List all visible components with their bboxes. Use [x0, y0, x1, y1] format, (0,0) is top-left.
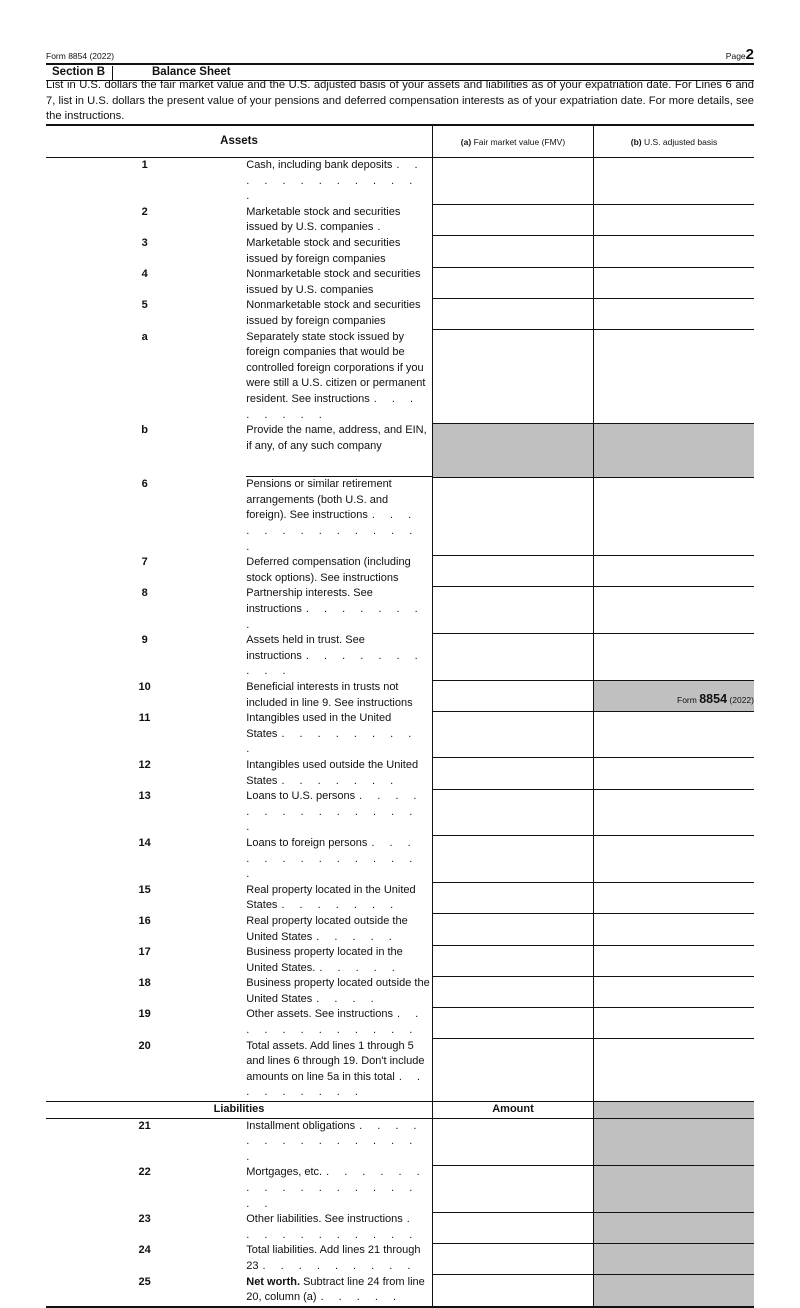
basis-field[interactable]	[594, 945, 755, 976]
column-b-label: U.S. adjusted basis	[644, 136, 718, 147]
dot-leader: . . . .	[316, 992, 380, 1005]
dot-leader: . . . . . . . . . . .	[246, 1213, 419, 1241]
fmv-field[interactable]	[433, 586, 594, 633]
basis-field	[594, 1165, 755, 1212]
fmv-field[interactable]	[433, 836, 594, 883]
table-row	[46, 1212, 754, 1243]
footer-year: (2022)	[729, 695, 754, 705]
page-header	[46, 47, 754, 63]
fmv-field[interactable]	[433, 914, 594, 945]
line-text: Pensions or similar retirement arrangements (both U.S. and foreign). See instructions	[246, 478, 392, 522]
basis-field	[594, 1118, 755, 1165]
table-row	[46, 883, 754, 914]
fmv-field[interactable]	[433, 976, 594, 1007]
line-number: 9	[141, 634, 148, 647]
fmv-field[interactable]	[433, 298, 594, 329]
dot-leader: . . . . .	[316, 930, 398, 943]
dot-leader: . . . . . . . . . . . . . . . . . .	[246, 1166, 426, 1210]
dot-leader: . . . . . . . . . . . . . . .	[246, 1119, 423, 1163]
dot-leader: . . . . . . . . .	[246, 1070, 427, 1099]
line-description	[239, 298, 432, 329]
amount-header: Amount	[433, 1102, 594, 1119]
dot-leader: . . . . . . . .	[246, 603, 424, 631]
line-text: Installment obligations	[246, 1119, 356, 1132]
line-number: 14	[138, 836, 151, 849]
basis-field[interactable]	[594, 555, 755, 586]
line-text: Other assets. See instructions	[246, 1008, 393, 1021]
fmv-field[interactable]	[433, 1007, 594, 1038]
intro-text: List in U.S. dollars the fair market value and the U.S. adjusted basis of your assets and liabilities as of your expatriation date. For Lines 6 and 7, list in U.S. dollars the present value of your pensions and deferred compensation interests as of your expatriation date. For more details, see the instructions.	[46, 79, 754, 122]
table-row	[46, 1118, 754, 1165]
fmv-field[interactable]	[433, 758, 594, 789]
line-text: Marketable stock and securities issued by foreign companies	[246, 236, 401, 265]
line-text: Beneficial interests in trusts not included in line 9. See instructions	[246, 681, 413, 709]
table-row	[46, 423, 754, 477]
line-text: Real property located in the United States	[246, 883, 416, 912]
basis-field[interactable]	[594, 976, 755, 1007]
line-description	[239, 158, 432, 205]
amount-field[interactable]	[433, 1275, 594, 1307]
basis-field[interactable]	[594, 1039, 755, 1102]
line-text: Cash, including bank deposits	[246, 159, 393, 171]
basis-field[interactable]	[594, 267, 755, 298]
line-text: Loans to foreign persons	[246, 836, 368, 849]
line-description	[239, 586, 432, 633]
line-description	[239, 680, 432, 711]
line-description	[239, 423, 432, 477]
line-number: 13	[138, 790, 151, 803]
basis-field[interactable]	[594, 883, 755, 914]
dot-leader: . . . . . . . . . . . .	[246, 1008, 425, 1037]
dot-leader: . . . . . . . . . . . . .	[246, 159, 424, 203]
assets-header: Assets	[46, 125, 433, 158]
table-row	[46, 945, 754, 976]
table-row	[46, 236, 754, 267]
amount-field[interactable]	[433, 1243, 594, 1274]
line-text: Deferred compensation (including stock options). See instructions	[246, 556, 411, 584]
line-number: 12	[138, 758, 151, 771]
line-description	[239, 1118, 432, 1165]
line-number: 22	[138, 1166, 151, 1179]
line-description	[239, 1212, 432, 1243]
balance-sheet-table	[46, 124, 754, 1308]
line-number: a	[141, 330, 148, 343]
fmv-field[interactable]	[433, 477, 594, 555]
line-description	[239, 205, 432, 236]
line-number: 17	[138, 946, 151, 959]
table-row	[46, 680, 754, 711]
fmv-field[interactable]	[433, 205, 594, 236]
line-number: 3	[141, 236, 148, 249]
basis-field[interactable]	[594, 477, 755, 555]
line-text: Intangibles used in the United States	[246, 712, 392, 740]
form-footer	[677, 692, 754, 706]
table-row	[46, 758, 754, 789]
basis-field	[594, 1243, 755, 1274]
table-row	[46, 914, 754, 945]
basis-field[interactable]	[594, 330, 755, 424]
line-bold-label: Net worth.	[246, 1275, 301, 1288]
fmv-field[interactable]	[433, 680, 594, 711]
page-number	[726, 46, 754, 63]
company-info-line[interactable]	[246, 454, 432, 477]
table-row	[46, 711, 754, 758]
line-description	[239, 836, 432, 883]
line-number: 18	[138, 977, 151, 990]
table-row	[46, 477, 754, 555]
column-a-label: Fair market value (FMV)	[473, 136, 566, 147]
line-number: 8	[141, 587, 148, 600]
line-text: Nonmarketable stock and securities issued by U.S. companies	[246, 268, 421, 296]
line-description	[239, 945, 432, 976]
basis-field[interactable]	[594, 633, 755, 680]
dot-leader: . . . . .	[320, 1291, 403, 1304]
line-description	[239, 1275, 432, 1307]
column-a-header	[433, 125, 594, 158]
line-number: b	[141, 424, 148, 437]
line-text: Business property located outside the United States	[246, 977, 430, 1005]
dot-leader: . . . . . . . . . . . . . .	[246, 836, 419, 881]
shaded-cell	[594, 1102, 755, 1119]
dot-leader: . . . . . . . . . .	[246, 649, 424, 678]
amount-field[interactable]	[433, 1165, 594, 1212]
table-row	[46, 633, 754, 680]
line-text: Assets held in trust. See instructions	[246, 634, 365, 662]
fmv-field[interactable]	[433, 267, 594, 298]
fmv-field[interactable]	[433, 883, 594, 914]
line-text: Provide the name, address, and EIN, if any, of any such company	[246, 424, 427, 452]
basis-field	[594, 423, 755, 477]
basis-field[interactable]	[594, 836, 755, 883]
table-row	[46, 1275, 754, 1307]
footer-form-number: 8854	[699, 692, 728, 706]
dot-leader: . . . . . . . . . . . . . .	[246, 509, 419, 553]
liabilities-header-row	[46, 1102, 754, 1119]
line-number: 4	[141, 268, 148, 281]
fmv-field[interactable]	[433, 945, 594, 976]
line-number: 25	[138, 1275, 151, 1288]
line-description	[239, 789, 432, 836]
line-description	[239, 1007, 432, 1038]
basis-field	[594, 1275, 755, 1307]
footer-prefix: Form	[677, 695, 697, 705]
table-row	[46, 1039, 754, 1102]
dot-leader: . . . . .	[319, 961, 401, 974]
page-label: Page	[725, 51, 746, 61]
line-text: Total liabilities. Add lines 21 through 23	[246, 1244, 421, 1272]
dot-leader: . . . . . . . . . . . . . . .	[246, 790, 423, 834]
line-number: 2	[141, 205, 148, 218]
line-number: 15	[138, 883, 151, 896]
line-text: Intangibles used outside the United States	[246, 758, 419, 787]
amount-field[interactable]	[433, 1212, 594, 1243]
basis-field[interactable]	[594, 1007, 755, 1038]
line-number: 6	[141, 478, 148, 491]
table-row	[46, 1165, 754, 1212]
table-row	[46, 1243, 754, 1274]
table-row	[46, 158, 754, 205]
line-text: Nonmarketable stock and securities issued by foreign companies	[246, 299, 421, 327]
line-number: 24	[138, 1244, 151, 1257]
line-number: 1	[141, 159, 148, 171]
page-number-value: 2	[745, 46, 754, 63]
line-text: Separately state stock issued by foreign companies that would be controlled foreign corporations if you were still a U.S. citizen or permanent resident. See instructions	[246, 330, 426, 405]
dot-leader: . . . . . . .	[281, 774, 400, 787]
fmv-field[interactable]	[433, 711, 594, 758]
table-row	[46, 205, 754, 236]
basis-field[interactable]	[594, 236, 755, 267]
line-text: Total assets. Add lines 1 through 5 and lines 6 through 19. Don't include amounts on line 5a in this total	[246, 1039, 425, 1083]
line-text: Loans to U.S. persons	[246, 790, 356, 803]
fmv-field[interactable]	[433, 236, 594, 267]
column-a-prefix: (a)	[460, 136, 472, 147]
table-row	[46, 298, 754, 329]
line-number: 7	[141, 556, 148, 569]
column-b-prefix: (b)	[630, 136, 642, 147]
line-text: Partnership interests. See instructions	[246, 587, 373, 616]
line-number: 23	[138, 1213, 151, 1226]
dot-leader: . . . . . . .	[281, 899, 400, 912]
basis-field[interactable]	[594, 789, 755, 836]
line-description	[239, 883, 432, 914]
table-row	[46, 976, 754, 1007]
basis-field[interactable]	[594, 758, 755, 789]
liabilities-header: Liabilities	[46, 1102, 433, 1119]
line-description	[239, 267, 432, 298]
basis-field[interactable]	[594, 586, 755, 633]
fmv-field[interactable]	[433, 330, 594, 424]
line-description	[239, 1039, 432, 1102]
section-title: Balance Sheet	[152, 66, 231, 78]
line-description	[239, 976, 432, 1007]
dot-leader: .	[377, 221, 387, 234]
table-row	[46, 586, 754, 633]
fmv-field[interactable]	[433, 633, 594, 680]
table-row	[46, 836, 754, 883]
line-description	[239, 330, 432, 424]
line-description	[239, 633, 432, 680]
fmv-field[interactable]	[433, 555, 594, 586]
line-number: 20	[138, 1039, 151, 1052]
line-text: Real property located outside the United States	[246, 914, 408, 943]
line-number: 11	[138, 712, 151, 725]
table-row	[46, 1007, 754, 1038]
dot-leader: . . . . . . . . .	[262, 1259, 417, 1272]
line-number: 5	[141, 299, 148, 312]
fmv-field[interactable]	[433, 1039, 594, 1102]
table-row	[46, 789, 754, 836]
line-text: Mortgages, etc.	[246, 1166, 323, 1179]
line-description	[239, 477, 432, 555]
line-text: Other liabilities. See instructions	[246, 1213, 403, 1226]
line-description	[239, 236, 432, 267]
amount-field[interactable]	[433, 1118, 594, 1165]
line-description	[239, 555, 432, 586]
dot-leader: . . . . . . . . .	[246, 727, 418, 756]
fmv-field[interactable]	[433, 158, 594, 205]
form-label: Form 8854 (2022)	[46, 51, 115, 61]
table-row	[46, 330, 754, 424]
basis-field[interactable]	[594, 711, 755, 758]
section-label: Section B	[52, 66, 113, 80]
table-row	[46, 555, 754, 586]
line-number: 21	[138, 1119, 151, 1132]
line-text: Marketable stock and securities issued by U.S. companies	[246, 205, 401, 234]
fmv-field[interactable]	[433, 789, 594, 836]
line-number: 16	[138, 914, 151, 927]
line-number: 19	[138, 1008, 151, 1021]
assets-header-row	[46, 125, 754, 158]
basis-field[interactable]	[594, 914, 755, 945]
line-description	[239, 1165, 432, 1212]
basis-field[interactable]	[594, 158, 755, 205]
line-text: Subtract line 24 from line 20, column (a)	[246, 1275, 425, 1304]
line-number: 10	[138, 681, 151, 693]
fmv-field	[433, 423, 594, 477]
dot-leader: . . . . . . . .	[246, 392, 420, 421]
line-description	[239, 1243, 432, 1274]
line-text: Business property located in the United States.	[246, 946, 403, 974]
basis-field[interactable]	[594, 205, 755, 236]
line-description	[239, 711, 432, 758]
basis-field[interactable]	[594, 298, 755, 329]
line-description	[239, 758, 432, 789]
line-description	[239, 914, 432, 945]
table-row	[46, 267, 754, 298]
basis-field	[594, 1212, 755, 1243]
column-b-header	[594, 125, 755, 158]
